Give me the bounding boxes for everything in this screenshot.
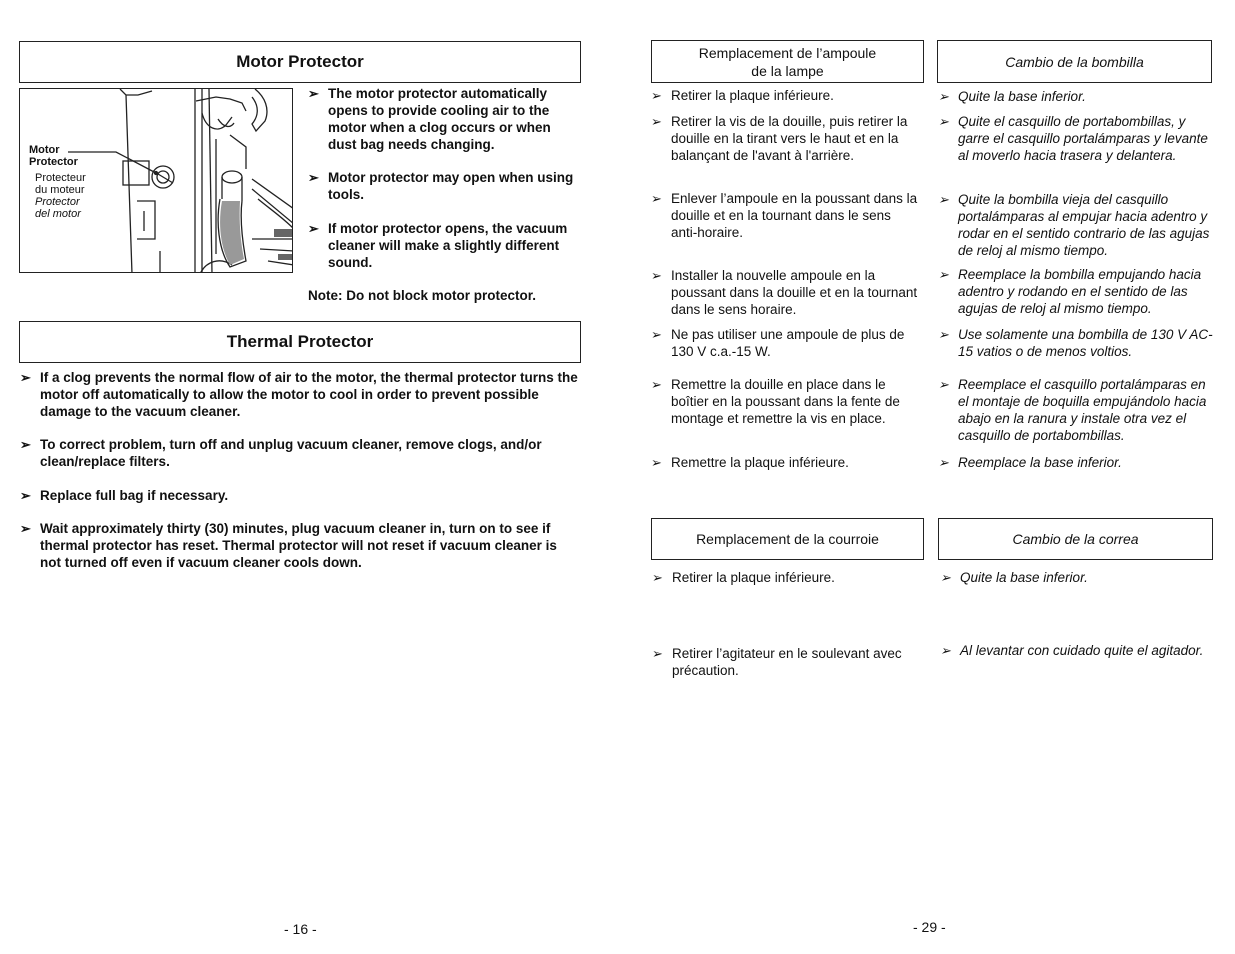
belt-es-title: Cambio de la correa — [1012, 531, 1139, 547]
arrow-bullet-icon: ➢ — [651, 88, 662, 103]
list-item: ➢ Quite la base inferior. — [938, 89, 1086, 104]
arrow-bullet-icon: ➢ — [651, 114, 662, 129]
arrow-bullet-icon: ➢ — [20, 437, 31, 452]
thermal-protector-heading — [19, 321, 581, 363]
list-item: ➢ Use solamente una bombilla de 130 V AC-15 vatios o de menos voltios. — [938, 327, 1213, 359]
arrow-bullet-icon: ➢ — [651, 268, 662, 283]
list-item: ➢ To correct problem, turn off and unplug vacuum cleaner, remove clogs, and/or clean/replace filters. — [20, 437, 542, 469]
arrow-bullet-icon: ➢ — [652, 646, 663, 661]
page-number-right: - 29 - — [913, 919, 946, 935]
arrow-bullet-icon: ➢ — [20, 521, 31, 536]
motor-protector-figure — [19, 88, 293, 273]
figure-label-es: Protector del motor — [35, 196, 81, 220]
list-item: ➢ Retirer l’agitateur en le soulevant avec précaution. — [652, 646, 902, 678]
list-item: ➢ Quite la bombilla vieja del casquillo portalámparas al empujar hacia adentro y rodar en el sentido contrario de las agujas de reloj al mismo tiempo. — [938, 192, 1210, 258]
list-item: ➢ Enlever l’ampoule en la poussant dans la douille et en la tournant dans le sens anti-horaire. — [651, 191, 918, 240]
arrow-bullet-icon: ➢ — [20, 370, 31, 385]
lamp-es-title: Cambio de la bombilla — [1005, 53, 1144, 70]
thermal-protector-title: Thermal Protector — [226, 332, 374, 351]
belt-es-heading — [938, 518, 1213, 560]
figure-label-fr: Protecteur du moteur — [35, 172, 86, 196]
arrow-bullet-icon: ➢ — [308, 170, 319, 185]
list-item: ➢ If a clog prevents the normal flow of air to the motor, the thermal protector turns the motor off automatically to allow the motor to cool in order to prevent possible damage to the vacuum cleaner. — [20, 370, 578, 419]
list-item: ➢ Retirer la plaque inférieure. — [652, 570, 835, 585]
motor-protector-heading — [19, 41, 581, 83]
list-item: ➢ Motor protector may open when using tools. — [308, 170, 574, 202]
list-item: ➢ Remettre la douille en place dans le boîtier en la poussant dans la fente de montage et remettre la vis en place. — [651, 377, 900, 426]
list-item: ➢ Al levantar con cuidado quite el agitador. — [940, 643, 1204, 658]
list-item: ➢ Reemplace la base inferior. — [938, 455, 1122, 470]
arrow-bullet-icon: ➢ — [938, 327, 949, 342]
list-item: ➢ The motor protector automatically opens to provide cooling air to the motor when a clog occurs or when dust bag needs changing. — [308, 86, 551, 152]
arrow-bullet-icon: ➢ — [652, 570, 663, 585]
list-item: ➢ Retirer la vis de la douille, puis retirer la douille en la tirant vers le haut et en la balançant de l'avant à l'arrière. — [651, 114, 908, 163]
arrow-bullet-icon: ➢ — [20, 488, 31, 503]
arrow-bullet-icon: ➢ — [940, 570, 951, 585]
belt-fr-heading — [651, 518, 924, 560]
arrow-bullet-icon: ➢ — [940, 643, 951, 658]
arrow-bullet-icon: ➢ — [308, 86, 319, 101]
list-item: ➢ Reemplace la bombilla empujando hacia adentro y rodando en el sentido de las agujas de reloj al mismo tiempo. — [938, 267, 1202, 316]
arrow-bullet-icon: ➢ — [651, 327, 662, 342]
page-number-left: - 16 - — [284, 921, 317, 937]
list-item: ➢ Installer la nouvelle ampoule en la poussant dans la douille et en la tournant dans le sens horaire. — [651, 268, 918, 317]
list-item: ➢ Ne pas utiliser une ampoule de plus de 130 V c.a.-15 W. — [651, 327, 905, 359]
lamp-fr-title: Remplacement de l’ampoule de la lampe — [698, 44, 877, 79]
list-item: ➢ Retirer la plaque inférieure. — [651, 88, 834, 103]
arrow-bullet-icon: ➢ — [651, 377, 662, 392]
motor-protector-note: Note: Do not block motor protector. — [308, 288, 536, 303]
arrow-bullet-icon: ➢ — [938, 89, 949, 104]
list-item: ➢ Quite el casquillo de portabombillas, y garre el casquillo portalámparas y levante al moverlo hacia trasera y delantera. — [938, 114, 1208, 163]
arrow-bullet-icon: ➢ — [938, 267, 949, 282]
arrow-bullet-icon: ➢ — [938, 455, 949, 470]
motor-protector-title: Motor Protector — [236, 52, 364, 71]
lamp-es-heading — [937, 40, 1212, 83]
arrow-bullet-icon: ➢ — [938, 192, 949, 207]
list-item: ➢ Reemplace el casquillo portalámparas en el montaje de boquilla empujándolo hacia abajo en la ranura y instale otra vez el casquillo de portabombillas. — [938, 377, 1207, 443]
arrow-bullet-icon: ➢ — [308, 221, 319, 236]
arrow-bullet-icon: ➢ — [651, 191, 662, 206]
arrow-bullet-icon: ➢ — [938, 114, 949, 129]
list-item: ➢ Wait approximately thirty (30) minutes, plug vacuum cleaner in, turn on to see if thermal protector has reset. Thermal protector will not reset if vacuum cleaner is not turned off even if vacuum cleaner cools down. — [20, 521, 557, 570]
belt-fr-title: Remplacement de la courroie — [696, 531, 879, 547]
list-item: ➢ If motor protector opens, the vacuum cleaner will make a slightly different sound. — [308, 221, 568, 270]
lamp-fr-heading — [651, 40, 924, 83]
list-item: ➢ Remettre la plaque inférieure. — [651, 455, 849, 470]
list-item: ➢ Replace full bag if necessary. — [20, 488, 229, 503]
arrow-bullet-icon: ➢ — [651, 455, 662, 470]
list-item: ➢ Quite la base inferior. — [940, 570, 1088, 585]
figure-label-en: Motor Protector — [29, 144, 78, 168]
arrow-bullet-icon: ➢ — [938, 377, 949, 392]
